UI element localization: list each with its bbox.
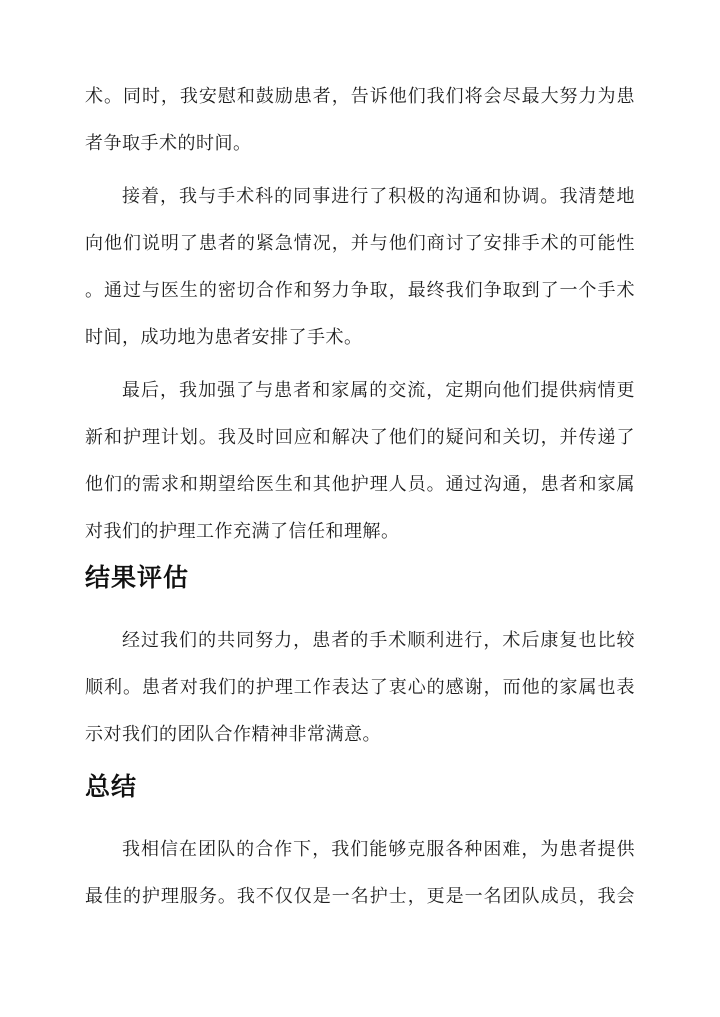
text-line: 顺利。患者对我们的护理工作表达了衷心的感谢，而他的家属也表: [85, 677, 635, 697]
text-line: 时间，成功地为患者安排了手术。: [85, 327, 363, 347]
paragraph-continuation: [85, 73, 635, 167]
text-line: 。通过与医生的密切合作和努力争取，最终我们争取到了一个手术: [85, 280, 635, 300]
text-line: 经过我们的共同努力，患者的手术顺利进行，术后康复也比较: [122, 630, 635, 650]
section-heading-summary: 总结: [85, 774, 138, 801]
text-line: 接着，我与手术科的同事进行了积极的沟通和协调。我清楚地: [122, 186, 635, 206]
paragraph-result: [85, 617, 635, 758]
text-line: 向他们说明了患者的紧急情况，并与他们商讨了安排手术的可能性: [85, 233, 635, 253]
text-line: 术。同时，我安慰和鼓励患者，告诉他们我们将会尽最大努力为患: [85, 86, 635, 106]
text-line: 他们的需求和期望给医生和其他护理人员。通过沟通，患者和家属: [85, 474, 635, 494]
text-line: 示对我们的团队合作精神非常满意。: [85, 724, 381, 744]
text-line: 我相信在团队的合作下，我们能够克服各种困难，为患者提供: [122, 839, 635, 859]
paragraph-family-updates: [85, 367, 635, 555]
text-line: 对我们的护理工作充满了信任和理解。: [85, 521, 400, 541]
paragraph-summary: [85, 826, 635, 920]
text-line: 者争取手术的时间。: [85, 133, 252, 153]
section-heading-result-evaluation: 结果评估: [85, 565, 190, 592]
paragraph-communication: [85, 173, 635, 361]
text-line: 最佳的护理服务。我不仅仅是一名护士，更是一名团队成员，我会: [85, 886, 635, 906]
text-line: 最后，我加强了与患者和家属的交流，定期向他们提供病情更: [122, 380, 635, 400]
text-line: 新和护理计划。我及时回应和解决了他们的疑问和关切，并传递了: [85, 427, 635, 447]
